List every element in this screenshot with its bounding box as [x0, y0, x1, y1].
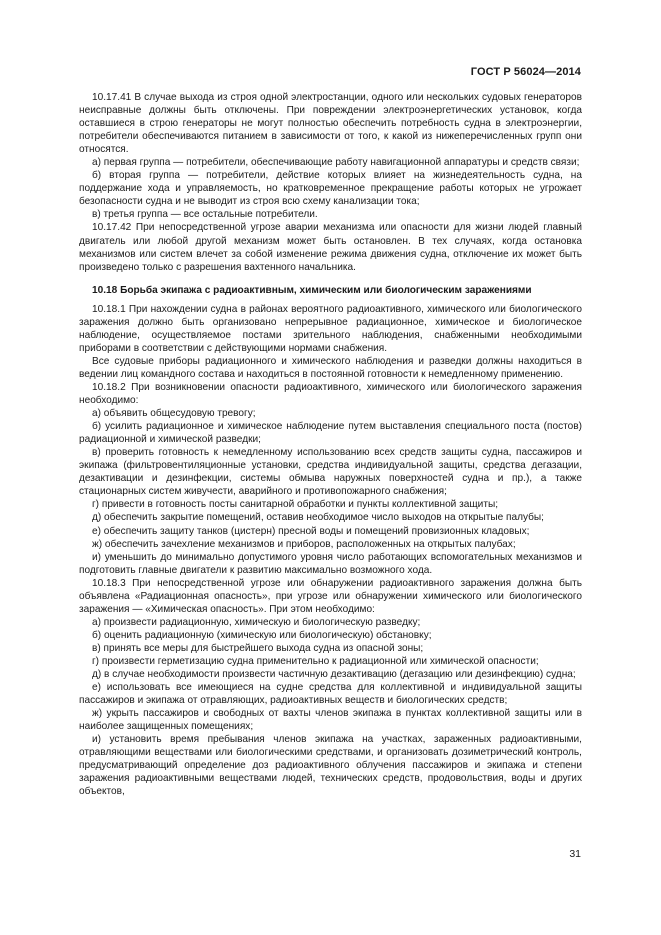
paragraph: и) уменьшить до минимально допустимого уровня число работающих вспомогательных механизмов и подготовить главные двигатели к развитию максимально возможного хода.: [79, 551, 582, 576]
paragraph: в) принять все меры для быстрейшего выхода судна из опасной зоны;: [92, 642, 424, 654]
paragraph: а) первая группа — потребители, обеспечивающие работу навигационной аппаратуры и средств связи;: [92, 157, 580, 169]
paragraph: и) установить время пребывания членов экипажа на участках, зараженных радиоактивными, отравляющими веществами или биологическими средствами, и организовать дозиметрический контроль, предусматривающий определение доз радиоактивного облучения пассажиров и экипажа и степени заражения радиоактивными веществами людей, технических средств, продовольствия, воды и других объектов,: [79, 734, 582, 798]
document-body: [79, 91, 582, 798]
paragraph: д) в случае необходимости произвести частичную дезактивацию (дегазацию или дезинфекцию) судна;: [92, 669, 576, 681]
paragraph: е) использовать все имеющиеся на судне средства для коллективной и индивидуальной защиты пассажиров и экипажа от отравляющих, радиоактивных веществ и биологических средств;: [79, 682, 582, 707]
paragraph: ж) укрыть пассажиров и свободных от вахты членов экипажа в пунктах коллективной защиты или в наиболее защищенных помещениях;: [79, 708, 582, 733]
standard-id-header: ГОСТ Р 56024—2014: [470, 66, 581, 78]
paragraph: 10.17.42 При непосредственной угрозе аварии механизма или опасности для жизни людей главный двигатель или любой другой механизм может быть остановлен. В тех случаях, когда остановка механизмов или систем влечет за собой изменение режима движения судна, отключение их может быть произведено только с разрешения вахтенного начальника.: [79, 222, 582, 273]
paragraph: Все судовые приборы радиационного и химического наблюдения и разведки должны находиться в ведении лиц командного состава и находиться в постоянной готовности к немедленному применению.: [79, 355, 582, 380]
paragraph: д) обеспечить закрытие помещений, оставив необходимое число выходов на открытые палубы;: [92, 512, 544, 524]
page-number: 31: [569, 848, 581, 860]
paragraph: б) вторая группа — потребители, действие которых влияет на жизнедеятельность судна, на поддержание хода и управляемость, но кратковременное прекращение работы которых не угрожает безопасности судна и не выводит из строя всю схему канализации тока;: [79, 170, 582, 208]
paragraph: 10.17.41 В случае выхода из строя одной электростанции, одного или нескольких судовых генераторов неисправные должны быть отключены. При повреждении электроэнергетических установок, когда оставшиеся в строю генераторы не могут полностью обеспечить потребность судна в электроэнергии, потребители обеспечиваются питанием в зависимости от того, к какой из нижеперечисленных групп они относятся.: [79, 92, 582, 156]
paragraph: 10.18.1 При нахождении судна в районах вероятного радиоактивного, химического или биологического заражения должно быть организовано непрерывное радиационное, химическое и биологическое наблюдение, осуществляемое постами зрительного наблюдения, снабженными необходимыми приборами в соответствии с действующими нормами снабжения.: [79, 303, 582, 354]
paragraph: е) обеспечить защиту танков (цистерн) пресной воды и помещений провизионных кладовых;: [92, 525, 530, 537]
section-heading: 10.18 Борьба экипажа с радиоактивным, химическим или биологическим заражениями: [92, 284, 532, 296]
paragraph: 10.18.2 При возникновении опасности радиоактивного, химического или биологического заражения необходимо:: [79, 381, 582, 407]
paragraph: а) произвести радиационную, химическую и биологическую разведку;: [92, 616, 421, 628]
paragraph: б) усилить радиационное и химическое наблюдение путем выставления специального поста (постов) радиационной и химической разведки;: [79, 421, 582, 446]
paragraph: 10.18.3 При непосредственной угрозе или обнаружении радиоактивного заражения должна быть объявлена «Радиационная опасность», при угрозе или обнаружении химического или биологического заражения — «Химическая опасность». При этом необходимо:: [79, 577, 582, 615]
paragraph: г) произвести герметизацию судна применительно к радиационной или химической опасности;: [92, 655, 539, 667]
paragraph: в) проверить готовность к немедленному использованию всех средств защиты судна, пассажиров и экипажа (фильтровентиляционные установки, средства индивидуальной защиты, средства дегазации, дезактивации и дезинфекции, системы обмыва наружных поверхностей судна и пр.), а также стационарных систем живучести, аварийного и противопожарного снабжения;: [79, 447, 582, 498]
paragraph: ж) обеспечить зачехление механизмов и приборов, расположенных на открытых палубах;: [92, 538, 516, 550]
paragraph: б) оценить радиационную (химическую или биологическую) обстановку;: [92, 629, 432, 641]
paragraph: г) привести в готовность посты санитарной обработки и пункты коллективной защиты;: [92, 499, 498, 511]
paragraph: в) третья группа — все остальные потребители.: [92, 209, 318, 221]
paragraph: а) объявить общесудовую тревогу;: [92, 408, 256, 420]
